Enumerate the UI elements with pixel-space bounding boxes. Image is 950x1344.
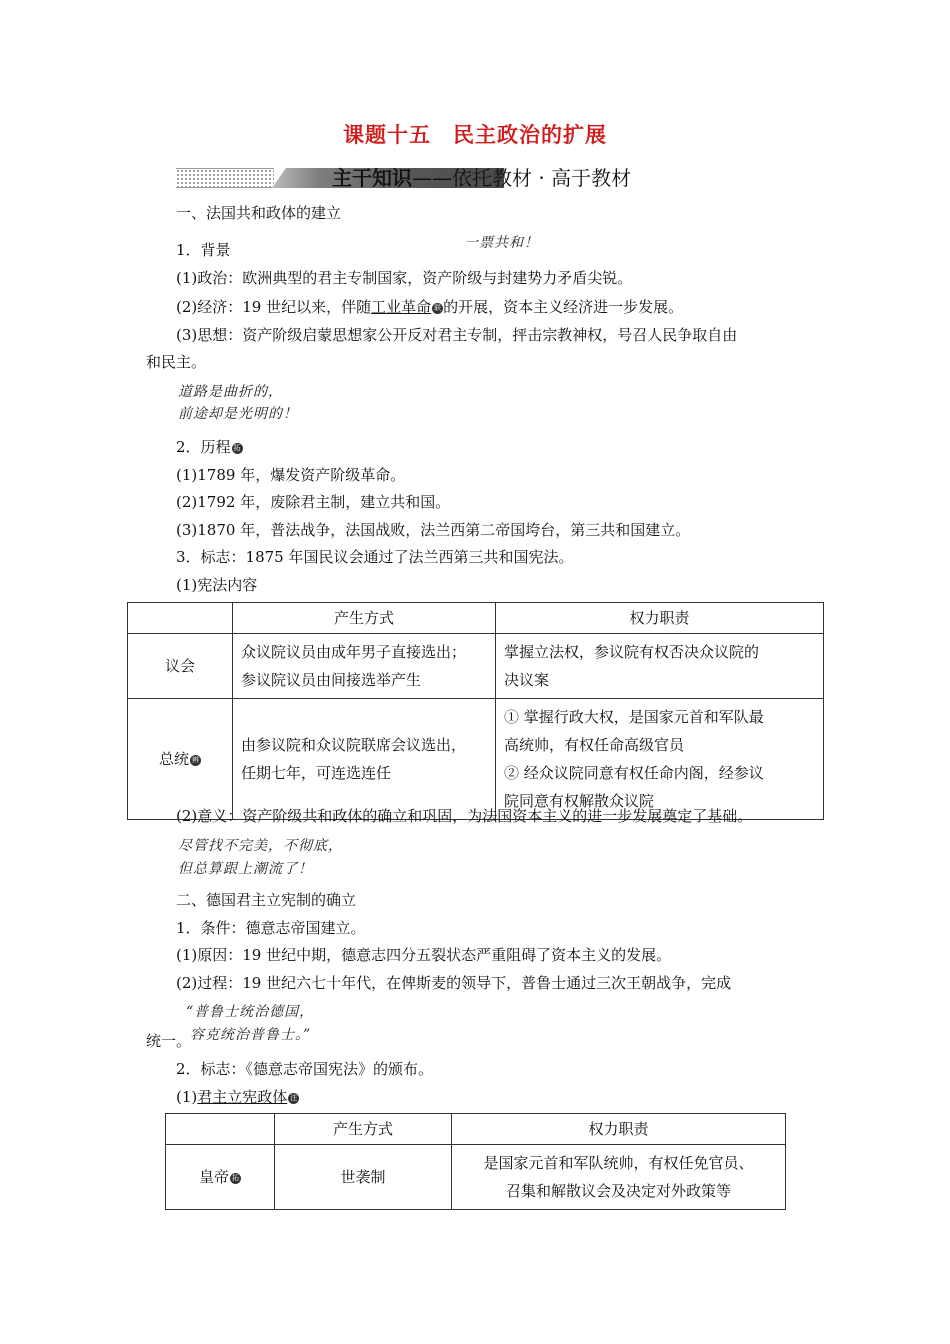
unify-line: 统一。 (146, 1032, 192, 1050)
economy-line (176, 296, 683, 317)
duty-line: 是国家元首和军队统帅，有权任免官员、 (483, 1154, 754, 1172)
economy-text-a: (2)经济：19 世纪以来，伴随 (176, 298, 372, 316)
table-header-empty (128, 603, 233, 634)
banner-rest: ——依托教材 · 高于教材 (412, 166, 632, 190)
process-line: (2)过程：19 世纪六七十年代，在俾斯麦的领导下，普鲁士通过三次王朝战争，完成 (176, 974, 732, 992)
row-method (233, 699, 496, 820)
duty-line: ① 掌握行政大权，是国家元首和军队最 (504, 708, 764, 726)
handwritten-note-bottom-1: 尽管找不完美，不彻底， (178, 838, 343, 854)
banner-bold: 主干知识 (332, 166, 412, 190)
bian-mark-icon: 辨 (192, 756, 199, 764)
economy-term: 工业革命 (371, 298, 432, 316)
duty-line: 院同意有权解散众议院 (504, 792, 655, 810)
thought-line-1: (3)思想：资产阶级启蒙思想家公开反对君主专制，抨击宗教神权，号召人民争取自由 (176, 326, 738, 344)
process-item-2: (2)1792 年，废除君主制，建立共和国。 (176, 493, 451, 511)
economy-text-b: 的开展，资本主义经济进一步发展。 (443, 298, 684, 316)
process-label (176, 436, 243, 457)
row-duty (496, 634, 824, 699)
sign-line: 3．标志：1875 年国民议会通过了法兰西第三共和国宪法。 (176, 548, 574, 566)
zhu-mark-icon: 注 (290, 1094, 298, 1102)
regime-label (176, 1086, 299, 1107)
table-header-duty: 权力职责 (452, 1114, 786, 1145)
section2-heading: 二、德国君主立宪制的确立 (176, 891, 357, 909)
table-header-method: 产生方式 (233, 603, 496, 634)
table-row (166, 1145, 786, 1210)
duty-line: 高统帅，有权任命高级官员 (504, 736, 685, 754)
handwritten-note-bottom-2: 但总算跟上潮流了！ (178, 861, 313, 877)
president-label: 总统 (158, 750, 189, 768)
method-line: 由参议院和众议院联席会议选出， (241, 736, 467, 754)
constitution-content-label: (1)宪法内容 (176, 576, 258, 594)
row-name-president (128, 699, 233, 820)
lian-mark-icon: 联 (434, 304, 442, 312)
banner-text (332, 162, 631, 191)
table-header-row (128, 603, 824, 634)
duty-line: 召集和解散议会及决定对外政策等 (505, 1182, 731, 1200)
regime-term: 君主立宪政体 (197, 1088, 288, 1106)
row-name-parliament: 议会 (128, 634, 233, 699)
tuo-mark-icon: 拓 (232, 1174, 239, 1182)
section1-heading: 一、法国共和政体的建立 (176, 204, 342, 222)
duty-line: 掌握立法权，参议院有权否决众议院的 (504, 643, 760, 661)
banner-dots (176, 168, 274, 188)
politics-line: (1)政治：欧洲典型的君主专制国家，资产阶级与封建势力矛盾尖锐。 (176, 269, 633, 287)
background-label: 1．背景 (176, 241, 231, 259)
table-header-row (166, 1114, 786, 1145)
sign-line-2: 2．标志：《德意志帝国宪法》的颁布。 (176, 1060, 434, 1078)
tuo-mark-icon: 拓 (233, 444, 241, 452)
table-row (128, 634, 824, 699)
method-line: 参议院议员由间接选举产生 (241, 671, 422, 689)
page-title: 课题十五 民主政治的扩展 (343, 123, 607, 147)
handwritten-note-mid-1: 道路是曲折的， (178, 384, 283, 400)
handwritten-note-quote-1: “普鲁士统治德国， (186, 1004, 315, 1020)
row-duty (496, 699, 824, 820)
method-line: 任期七年，可连选连任 (241, 764, 392, 782)
row-name-emperor (166, 1145, 275, 1210)
row-duty (452, 1145, 786, 1210)
thought-line-2: 和民主。 (146, 353, 207, 371)
process-item-1: (1)1789 年，爆发资产阶级革命。 (176, 466, 406, 484)
table-header-empty (166, 1114, 275, 1145)
process-item-3: (3)1870 年，普法战争，法国战败，法兰西第二帝国垮台，第三共和国建立。 (176, 521, 691, 539)
emperor-label: 皇帝 (198, 1168, 229, 1186)
table-row (128, 699, 824, 820)
reason-line: (1)原因：19 世纪中期，德意志四分五裂状态严重阻碍了资本主义的发展。 (176, 946, 672, 964)
regime-label-prefix: (1) (176, 1088, 198, 1106)
significance-line: (2)意义：资产阶级共和政体的确立和巩固，为法国资本主义的进一步发展奠定了基础。 (176, 807, 753, 825)
method-line: 众议院议员由成年男子直接选出； (241, 643, 467, 661)
process-label-text: 2．历程 (176, 438, 231, 456)
duty-line: ② 经众议院同意有权任命内阁，经参议 (504, 764, 764, 782)
handwritten-note-top: 一票共和！ (464, 235, 539, 251)
duty-line: 决议案 (504, 671, 550, 689)
handwritten-note-mid-2: 前途却是光明的！ (178, 406, 298, 422)
constitution-table (127, 602, 824, 820)
monarchy-table (165, 1113, 786, 1210)
row-method (233, 634, 496, 699)
section-banner (176, 162, 676, 188)
handwritten-note-quote-2: 容克统治普鲁士。” (190, 1027, 312, 1043)
table-header-duty: 权力职责 (496, 603, 824, 634)
row-method: 世袭制 (275, 1145, 452, 1210)
table-header-method: 产生方式 (275, 1114, 452, 1145)
condition-line: 1．条件：德意志帝国建立。 (176, 919, 366, 937)
